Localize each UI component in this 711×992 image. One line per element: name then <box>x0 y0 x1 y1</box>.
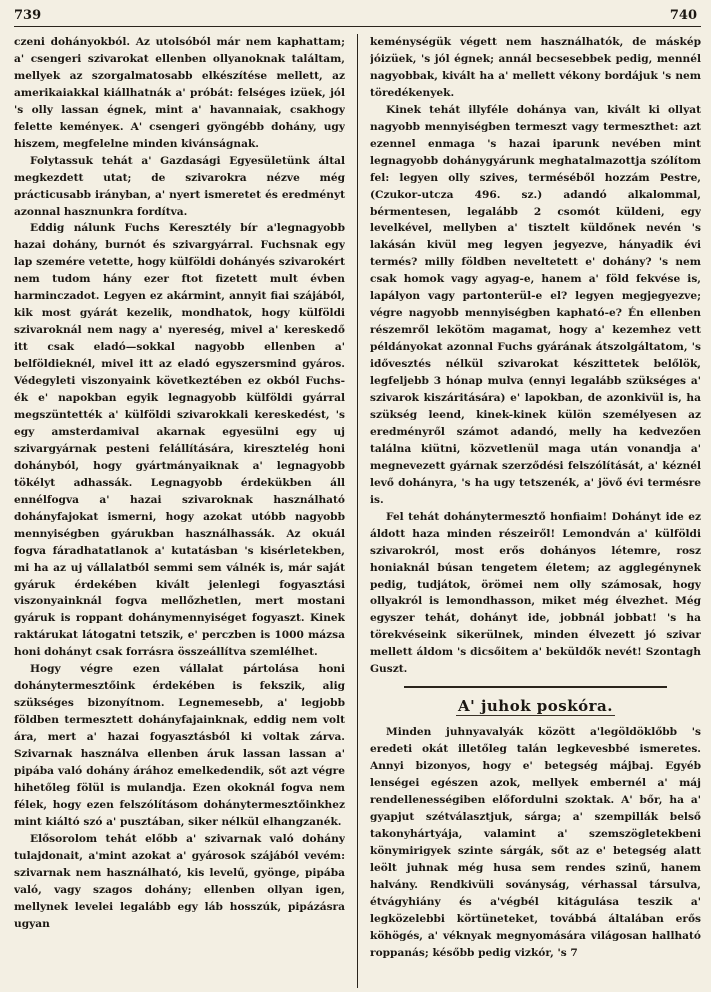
section-separator-rule <box>404 686 667 688</box>
left-column <box>14 34 345 988</box>
header-rule <box>14 26 701 27</box>
paragraph: Folytassuk tehát a' Gazdasági Egyesületünk által megkezdett utat; de szivarokra nézve még prácticusabb irányban, a' nyert ismeretet és eredményt azonnal hasznunkra fordítva. <box>14 154 345 218</box>
paragraph: Kinek tehát illyféle dohánya van, kivált ki ollyat nagyobb mennyiségben termeszt vagy termeszthet: azt ezennel enmaga 's hazai iparunk nevében mint legnagyobb dohánygyárunk meghatalmazottja szólítom fel: legyen olly szives, terméséből hozzám Pestre, (Czukor-utcza 496. sz.) adandó alkalommal, bérmentesen, legalább 2 csomót küldeni, egy levelkével, mellyben a' tisztelt küldőnek nevén 's lakásán kivül meg legyen jegyezve, hányadik évi termés? milly földben neveltetett e' dohány? 's nem csak homok vagy agyag-e, hanem a' föld fekvése is, lapályon vagy partonterül-e el? legyen megjegyezve; végre nagyobb mennyiségben kapható-e? Én ellenben részemről lekötöm magamat, hogy a' kezemhez vett példányokat azonnal Fuchs gyárának átszolgáltatom, 's idővesztés nélkül szivarokat készittetek belőlök, legfeljebb 3 hónap mulva (ennyi legalább szükséges a' szivarok kiszáritására) e' lapokban, de azonkivül is, ha szükség leend, kinek-kinek külön személyesen az eredményről számot adandó, melly ha kedvezően találna kiütni, közvetlenül maga után vonandja a' megnevezett gyárnak szerződési felszólítását, a' kéznél levő dohányra, 's ha ugy tetszenék, a' jövő évi termésre is. <box>370 103 701 506</box>
page-number-right: 740 <box>669 8 697 23</box>
page-number-left: 739 <box>14 8 42 23</box>
paragraph: keménységük végett nem használhatók, de máskép jóizüek, 's jól égnek; annál becsesebbek pedig, mennél nagyobbak, kivált ha a' mellett vékony bordájuk 's nem töredékenyek. <box>370 36 701 99</box>
two-column-body <box>14 34 701 988</box>
section-title-text: A' juhok poskóra. <box>458 697 613 716</box>
paragraph: Fel tehát dohánytermesztő honfiaim! Dohányt ide ez áldott haza minden részeiről! Lemondván a' külföldi szivarokról, most erős dohányos létemre, rosz honiaknál búsan tengetem életem; az agglegénynek pedig, tudjátok, örömei nem olly számosak, hogy ollyakról is lemondhasson, miket még élvezhet. Még egyszer tehát, dohányt ide, jobbnál jobbat! 's ha törekvéseink sikerülnek, minden élvezett jó szivar mellett áldom 's dicsőitem a' beküldők nevét! Szontagh Guszt. <box>370 510 701 676</box>
paragraph: Minden juhnyavalyák között a'legöldöklőbb 's eredeti okát illetőleg talán legkevesbbé ismeretes. Annyi bizonyos, hogy e' betegség májbaj. Egyéb lenségei egészen azok, mellyek embernél a' máj rendellenességiben előfordulni szoktak. A' bőr, ha a' gyapjut szétválasztjuk, sárga; a' szempillák belső takonyhártyája, valamint a' szemszögletekbeni könymirigyek szinte sárgák, sőt az e' betegség alatt leölt juhnak még husa sem rendes szinű, hanem halvány. Rendkivüli soványság, vérhassal társulva, étvágyhiány és a'végbél kitágulása teszik a' legközelebbi körtüneteket, továbbá általában erős köhögés, a' véknyak megnyomására világosan hallható roppanás; később pedig vizkór, 's 7 <box>370 726 701 959</box>
paragraph: czeni dohányokból. Az utolsóból már nem kaphattam; a' csengeri szivarokat ellenben ollyanoknak találtam, mellyek az szorgalmatosabb elkészítése mellett, az amerikaiakkal kiállhatnák a' próbát: felséges izüek, jól 's olly lassan égnek, mint a' havannaiak, csakhogy felette keményeк. A' csengeri gyöngébb dohány, ugy hiszem, megfelelne minden kivánságnak. <box>14 36 345 150</box>
right-column <box>370 34 701 988</box>
section-title <box>370 696 701 716</box>
paragraph: Eddig nálunk Fuchs Keresztély bír a'legnagyobb hazai dohány, burnót és szivargyárral. Fuchsnak egy lap szemére vetette, hogy külföldi dohányés szivarokért nem tudom hány ezer ftot fizetett mult évben harminczadot. Legyen ez akármint, annyit fiai szájából, kik most gyárát kezelik, mondhatok, hogy külföldi szivaroknál nem nagy a' nyereség, mivel a' kereskedő itt csak eladó—sokkal nagyobb ellenben a' belföldieknél, mivel itt az eladó egyszersmind gyáros. Védegyleti viszonyaink következtében ez okból Fuchs-ék e' napokban egyik legnagyobb külföldi gyárral megszüntették a' külföldi szivarokkali kereskedést, 's egy amsterdamival akarnak egyesülni egy uj szivargyárnak pesteni felállítására, kiresztelég honi dohányból, hogy gyártmányaiknak a' legnagyobb tökélyt adhassák. Legnagyobb érdekükben áll ennélfogva a' hazai szivaroknak használható dohányfajokat ismerni, hogy azokat utóbb nagyobb mennyiségben gyárukban használhassák. Az okuál fogva fáradhatatlanok a' kutatásban 's kisérletekben, mi ha az uj vállalatból semmi sem válnék is, már saját gyáruk érdekében kivált jelenlegi fogyasztási viszonyainknál fogva mellőzhetlen, mert mostani gyáruk is roppant dohánymennyiséget fogyaszt. Kinek raktárukat látogatni tetszik, e' perczben is 1000 mázsa honi dohányt csak forrásra összeállítva szemlélhet. <box>14 222 345 659</box>
paragraph: Hogy végre ezen vállalat pártolása honi dohánytermesztőink érdekében is fekszik, alig szükséges bizonyítnom. Legnemesebb, a' legjobb földben termesztett dohányfajainknak, eddig nem volt ára, mert a' hazai fogyasztásból ki voltak zárva. Szivarnak használva ellenben áruk lassan lassan a' pipába való dohány árához emelkedendik, sőt azt végre hihetőleg fölül is mulandja. Ezen okoknál fogva nem félek, hogy ezen felszólításom dohánytermesztőinkhez mint kiáltó szó a' pusztában, siker nélkül elhangzanék. <box>14 663 345 828</box>
paragraph: Elősorolom tehát előbb a' szivarnak való dohány tulajdonait, a'mint azokat a' gyárosok szájából vevém: szivarnak nem használható, kis levelű, gyönge, pipába való, vagy szagos dohány; ellenben ollyan igen, mellynek levelei legalább egy láb hosszúk, pipázásra ugyan <box>14 832 345 930</box>
column-divider <box>357 34 358 988</box>
